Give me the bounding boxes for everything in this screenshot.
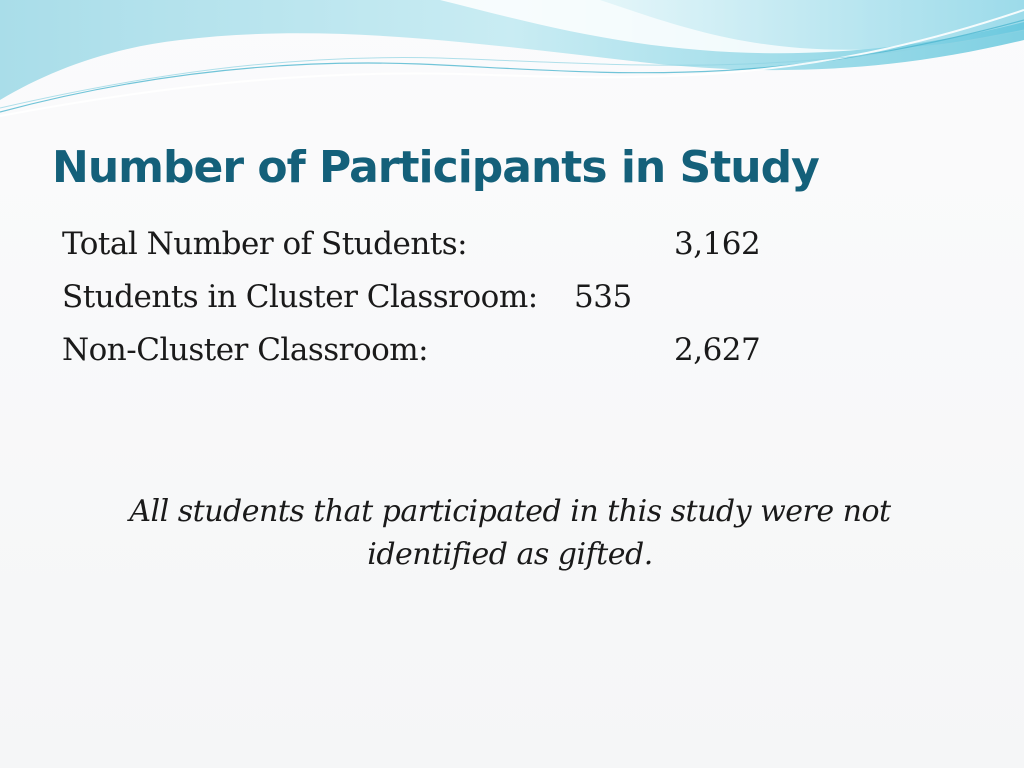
row-label: Non-Cluster Classroom: (62, 332, 429, 368)
row-label: Students in Cluster Classroom: (62, 279, 538, 315)
participant-row-non-cluster (62, 328, 962, 381)
row-label: Total Number of Students: (62, 226, 468, 262)
row-value: 2,627 (674, 332, 761, 368)
participant-row-cluster (62, 275, 962, 328)
decorative-wave-header (0, 0, 1024, 120)
row-value: 3,162 (674, 226, 761, 262)
row-value: 535 (574, 279, 632, 315)
slide-title: Number of Participants in Study (52, 142, 819, 193)
participants-list (62, 222, 962, 381)
study-note: All students that participated in this study were not identified as gifted. (129, 494, 891, 572)
participant-row-total (62, 222, 962, 275)
